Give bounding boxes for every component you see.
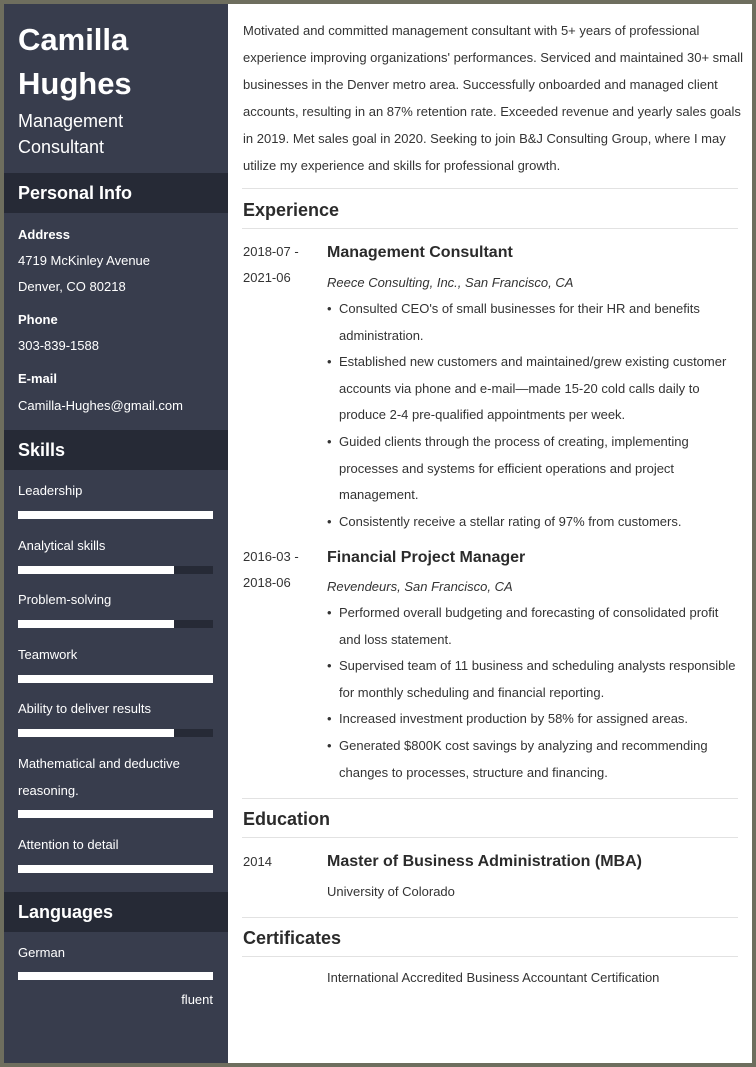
job-bullet: • Performed overall budgeting and forecasting of consolidated profit and loss statement. xyxy=(327,600,737,653)
role-line-2: Consultant xyxy=(18,137,105,157)
address-line-2: Denver, CO 80218 xyxy=(18,279,126,294)
divider xyxy=(242,798,738,799)
job-bullets xyxy=(327,296,737,535)
language-name: German xyxy=(18,945,65,960)
language-level: fluent xyxy=(181,992,213,1007)
education-year: 2014 xyxy=(243,854,272,869)
skill-bar-fill xyxy=(18,566,174,574)
address-line-1: 4719 McKinley Avenue xyxy=(18,253,151,268)
skill-name: Mathematical and deductive reasoning. xyxy=(18,756,180,798)
skill-bar-fill xyxy=(18,810,213,818)
language-bar xyxy=(18,972,213,980)
job-company: Revendeurs, San Francisco, CA xyxy=(327,579,513,594)
education-school: University of Colorado xyxy=(327,884,455,899)
skill-name: Analytical skills xyxy=(18,538,106,553)
job-date xyxy=(243,239,313,291)
skill-name: Ability to deliver results xyxy=(18,701,151,716)
job-bullet: • Consulted CEO's of small businesses for their HR and benefits administration. xyxy=(327,296,737,349)
job-bullets xyxy=(327,600,737,786)
divider xyxy=(242,228,738,229)
job-date-start: 2018-07 - xyxy=(243,244,299,259)
languages-heading: Languages xyxy=(4,892,228,932)
language-bar-fill xyxy=(18,972,213,980)
summary-text: Motivated and committed management consultant with 5+ years of professional experience improving organizations' performances. Serviced and maintained 30+ small businesses in the Denver metro area. Successfully onboarded and managed client accounts, resulting in an 87% retention rate. Exceeded revenue and yearly sales goals in 2019. Met sales goal in 2020. Seeking to join B&J Consulting Group, where I may utilize my experience and skills for professional growth. xyxy=(243,23,743,173)
first-name: Camilla xyxy=(18,22,129,57)
education-heading: Education xyxy=(243,809,331,829)
personal-info-heading: Personal Info xyxy=(4,173,228,213)
skill-bar xyxy=(18,511,213,519)
skill-bar xyxy=(18,729,213,737)
job-date-start: 2016-03 - xyxy=(243,549,299,564)
job-bullet: • Established new customers and maintained/grew existing customer accounts via phone and e-mail—made 15-20 cold calls daily to produce 2-4 pre-qualified appointments per week. xyxy=(327,349,737,429)
skill-bar xyxy=(18,620,213,628)
job-title: Financial Project Manager xyxy=(327,549,526,566)
candidate-name xyxy=(18,18,218,106)
candidate-role xyxy=(18,108,218,160)
skill-bar xyxy=(18,675,213,683)
skill-name: Problem-solving xyxy=(18,592,112,607)
sidebar xyxy=(4,4,228,1063)
job-bullet: • Generated $800K cost savings by analyzing and recommending changes to processes, structure and financing. xyxy=(327,733,737,786)
email-value: Camilla-Hughes@gmail.com xyxy=(18,398,183,413)
divider xyxy=(242,917,738,918)
divider xyxy=(242,956,738,957)
skill-name: Attention to detail xyxy=(18,837,119,852)
email-label: E-mail xyxy=(18,371,58,386)
certificate-item: International Accredited Business Accountant Certification xyxy=(327,970,660,985)
skill-bar-fill xyxy=(18,729,174,737)
address-label: Address xyxy=(18,227,71,242)
skill-bar-fill xyxy=(18,865,213,873)
job-date-end: 2018-06 xyxy=(243,575,291,590)
main-content xyxy=(228,4,752,1063)
skill-bar-fill xyxy=(18,511,213,519)
job-bullet: • Guided clients through the process of creating, implementing processes and systems for efficient operations and project management. xyxy=(327,429,737,509)
job-bullet: • Supervised team of 11 business and scheduling analysts responsible for monthly scheduling and financial reporting. xyxy=(327,653,737,706)
skill-bar-fill xyxy=(18,675,213,683)
certificates-heading: Certificates xyxy=(243,928,342,948)
divider xyxy=(242,837,738,838)
education-degree: Master of Business Administration (MBA) xyxy=(327,853,642,870)
last-name: Hughes xyxy=(18,66,132,101)
job-bullet: • Increased investment production by 58% for assigned areas. xyxy=(327,706,737,733)
job-bullet: • Consistently receive a stellar rating of 97% from customers. xyxy=(327,509,737,536)
job-date-end: 2021-06 xyxy=(243,270,291,285)
phone-label: Phone xyxy=(18,312,58,327)
resume-page xyxy=(4,4,752,1063)
divider xyxy=(242,188,738,189)
job-company: Reece Consulting, Inc., San Francisco, CA xyxy=(327,275,574,290)
skill-name: Teamwork xyxy=(18,647,78,662)
skill-bar xyxy=(18,566,213,574)
job-date xyxy=(243,544,313,596)
skill-bar-fill xyxy=(18,620,174,628)
role-line-1: Management xyxy=(18,111,124,131)
skill-bar xyxy=(18,810,213,818)
skill-bar xyxy=(18,865,213,873)
experience-heading: Experience xyxy=(243,200,340,220)
skills-heading: Skills xyxy=(4,430,228,470)
job-title: Management Consultant xyxy=(327,244,513,261)
skill-name: Leadership xyxy=(18,483,83,498)
phone-value: 303-839-1588 xyxy=(18,338,99,353)
